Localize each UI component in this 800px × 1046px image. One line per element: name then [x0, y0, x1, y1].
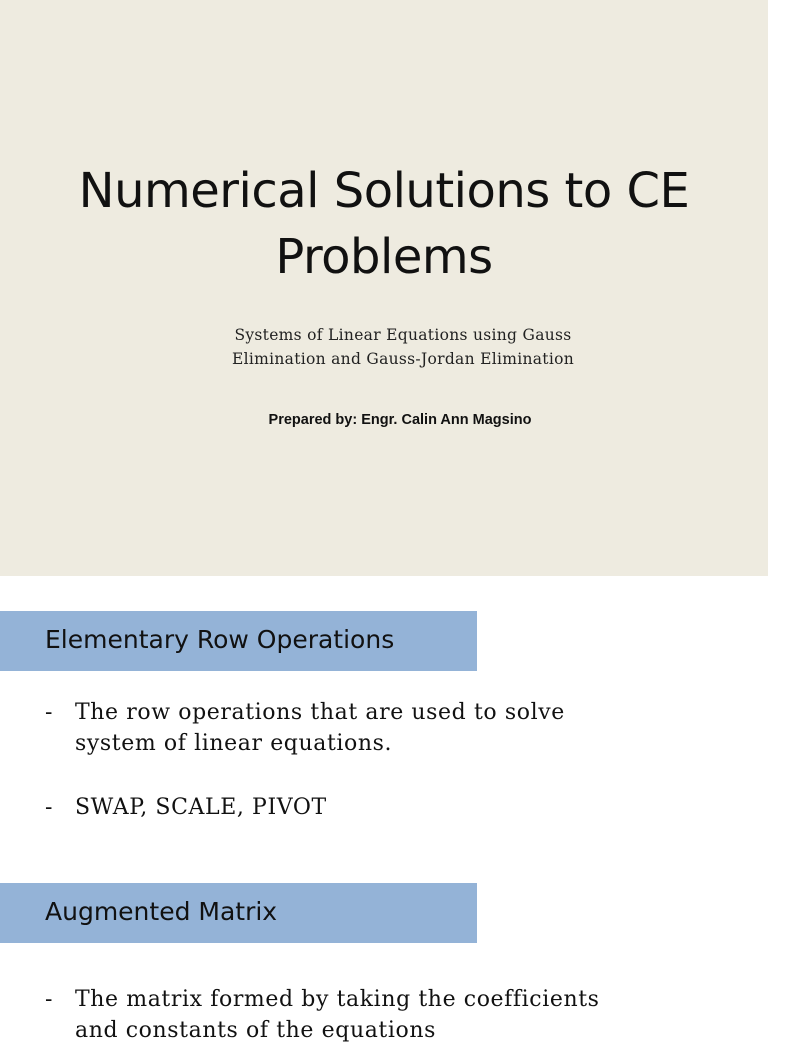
- section-band-augmented-matrix: [0, 883, 477, 943]
- author-credit: Prepared by: Engr. Calin Ann Magsino: [268, 412, 532, 428]
- content-slide: [0, 576, 768, 1043]
- page-title: Numerical Solutions to CE Problems: [78, 163, 690, 285]
- bullet-item: [45, 792, 645, 823]
- subtitle: Systems of Linear Equations using Gauss Elimination and Gauss-Jordan Elimination: [232, 326, 574, 368]
- section-heading: Elementary Row Operations: [45, 625, 395, 654]
- bullet-text: The matrix formed by taking the coefficients and constants of the equations: [75, 987, 600, 1043]
- section-heading: Augmented Matrix: [45, 897, 278, 926]
- bullet-marker: -: [45, 700, 53, 725]
- bullet-item: [45, 697, 645, 759]
- bullet-text: SWAP, SCALE, PIVOT: [75, 795, 327, 820]
- bullet-marker: -: [45, 795, 53, 820]
- bullet-text: The row operations that are used to solve system of linear equations.: [75, 700, 565, 756]
- bullet-marker: -: [45, 987, 53, 1012]
- bullet-item: [45, 984, 645, 1046]
- section-band-elementary-row-operations: [0, 611, 477, 671]
